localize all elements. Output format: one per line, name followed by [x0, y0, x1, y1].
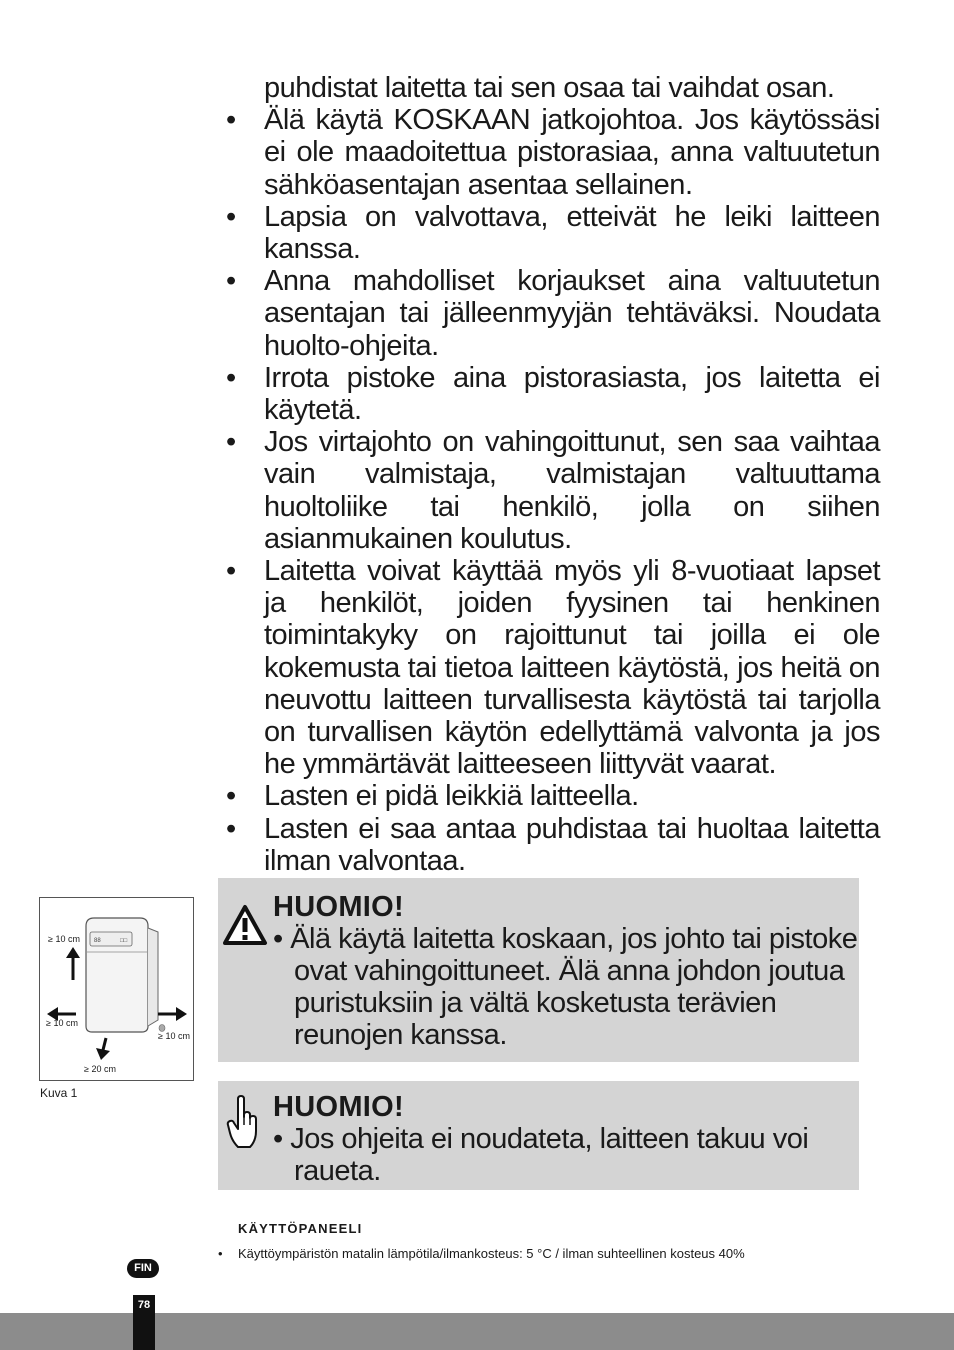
- language-badge: FIN: [127, 1259, 159, 1278]
- bullet-dot: •: [218, 1246, 223, 1261]
- warning-triangle-icon: [222, 904, 268, 951]
- list-item: [220, 780, 880, 812]
- list-item-text: Anna mahdolliset korjaukset aina valtuutetun asentajan tai jälleenmyyjän tehtäväksi. Noudata huolto-ohjeita.: [264, 265, 880, 362]
- clearance-label-top: ≥ 10 cm: [48, 934, 80, 944]
- list-item: [220, 555, 880, 780]
- list-item-text: Lasten ei saa antaa puhdistaa tai huoltaa laitetta ilman valvontaa.: [264, 812, 880, 877]
- dehumidifier-clearance-diagram: [40, 898, 193, 1080]
- continuation-text: puhdistat laitetta tai sen osaa tai vaihdat osan.: [264, 72, 835, 104]
- bullet-dot: •: [226, 265, 236, 298]
- bullet-dot: •: [226, 812, 236, 845]
- list-item-text: Irrota pistoke aina pistorasiasta, jos laitetta ei käytetä.: [264, 361, 880, 427]
- arrow-down-icon: [96, 1038, 110, 1060]
- list-item: [220, 813, 880, 877]
- page-number: 78: [133, 1295, 155, 1350]
- svg-text:□□: □□: [120, 938, 128, 944]
- list-item: [220, 201, 880, 265]
- clearance-label-bottom: ≥ 20 cm: [84, 1064, 116, 1074]
- list-item: [220, 362, 880, 426]
- caution-notice: [218, 1081, 859, 1190]
- notice-title: HUOMIO!: [273, 891, 404, 923]
- bullet-dot: •: [226, 555, 236, 588]
- notice-text: • Jos ohjeita ei noudateta, laitteen takuu voi raueta.: [273, 1123, 809, 1187]
- clearance-figure: [39, 897, 194, 1081]
- safety-instructions-list: [220, 72, 880, 877]
- notice-text: • Älä käytä laitetta koskaan, jos johto tai pistoke ovat vahingoittuneet. Älä anna johdon joutua puristuksiin ja vältä kosketusta terävien reunojen kanssa.: [273, 923, 858, 1051]
- bullet-dot: •: [226, 200, 236, 233]
- bullet-dot: •: [226, 361, 236, 394]
- clearance-label-left: ≥ 10 cm: [46, 1018, 78, 1028]
- notice-title: HUOMIO!: [273, 1091, 404, 1123]
- figure-caption: Kuva 1: [40, 1086, 78, 1100]
- pointing-hand-icon: [226, 1095, 260, 1158]
- svg-text:88: 88: [94, 938, 101, 944]
- bullet-dot: •: [226, 780, 236, 813]
- list-item-text: Jos virtajohto on vahingoittunut, sen saa vaihtaa vain valmistaja, valmistajan valtuuttama huoltoliike tai henkilö, jolla on siihen asianmukainen koulutus.: [264, 426, 880, 555]
- arrow-up-icon: [66, 947, 80, 980]
- arrow-right-icon: [158, 1007, 187, 1021]
- bullet-dot: •: [226, 104, 236, 137]
- list-item-text: Laitetta voivat käyttää myös yli 8-vuotiaat lapset ja henkilöt, joiden fyysinen tai henkinen toimintakyky on rajoittunut tai joilla ei ole kokemusta tai tietoa laitteen käytöstä, jos heitä on neuvottu laitteen turvallisesta käytöstä tai tarjolla on turvallisen käytön edellyttämä valvonta ja jos he ymmärtävät laitteeseen liittyvät vaarat.: [264, 555, 880, 781]
- section-heading: KÄYTTÖPANEELI: [238, 1221, 363, 1236]
- list-item: [220, 104, 880, 201]
- list-item-text: Lasten ei pidä leikkiä laitteella.: [264, 780, 639, 813]
- list-item: [220, 426, 880, 555]
- warning-notice: [218, 878, 859, 1062]
- bullet-dot: •: [226, 426, 236, 459]
- operating-conditions-note: Käyttöympäristön matalin lämpötila/ilmankosteus: 5 °C / ilman suhteellinen kosteus 40%: [238, 1246, 745, 1261]
- list-item: [220, 265, 880, 362]
- clearance-label-right: ≥ 10 cm: [158, 1031, 190, 1041]
- list-item-text: Älä käytä KOSKAAN jatkojohtoa. Jos käytössäsi ei ole maadoitettua pistorasiaa, anna valtuutetun sähköasentajan asentaa sellainen.: [264, 104, 880, 201]
- list-item-text: Lapsia on valvottava, etteivät he leiki laitteen kanssa.: [264, 200, 880, 266]
- dehumidifier-illustration: [86, 918, 165, 1032]
